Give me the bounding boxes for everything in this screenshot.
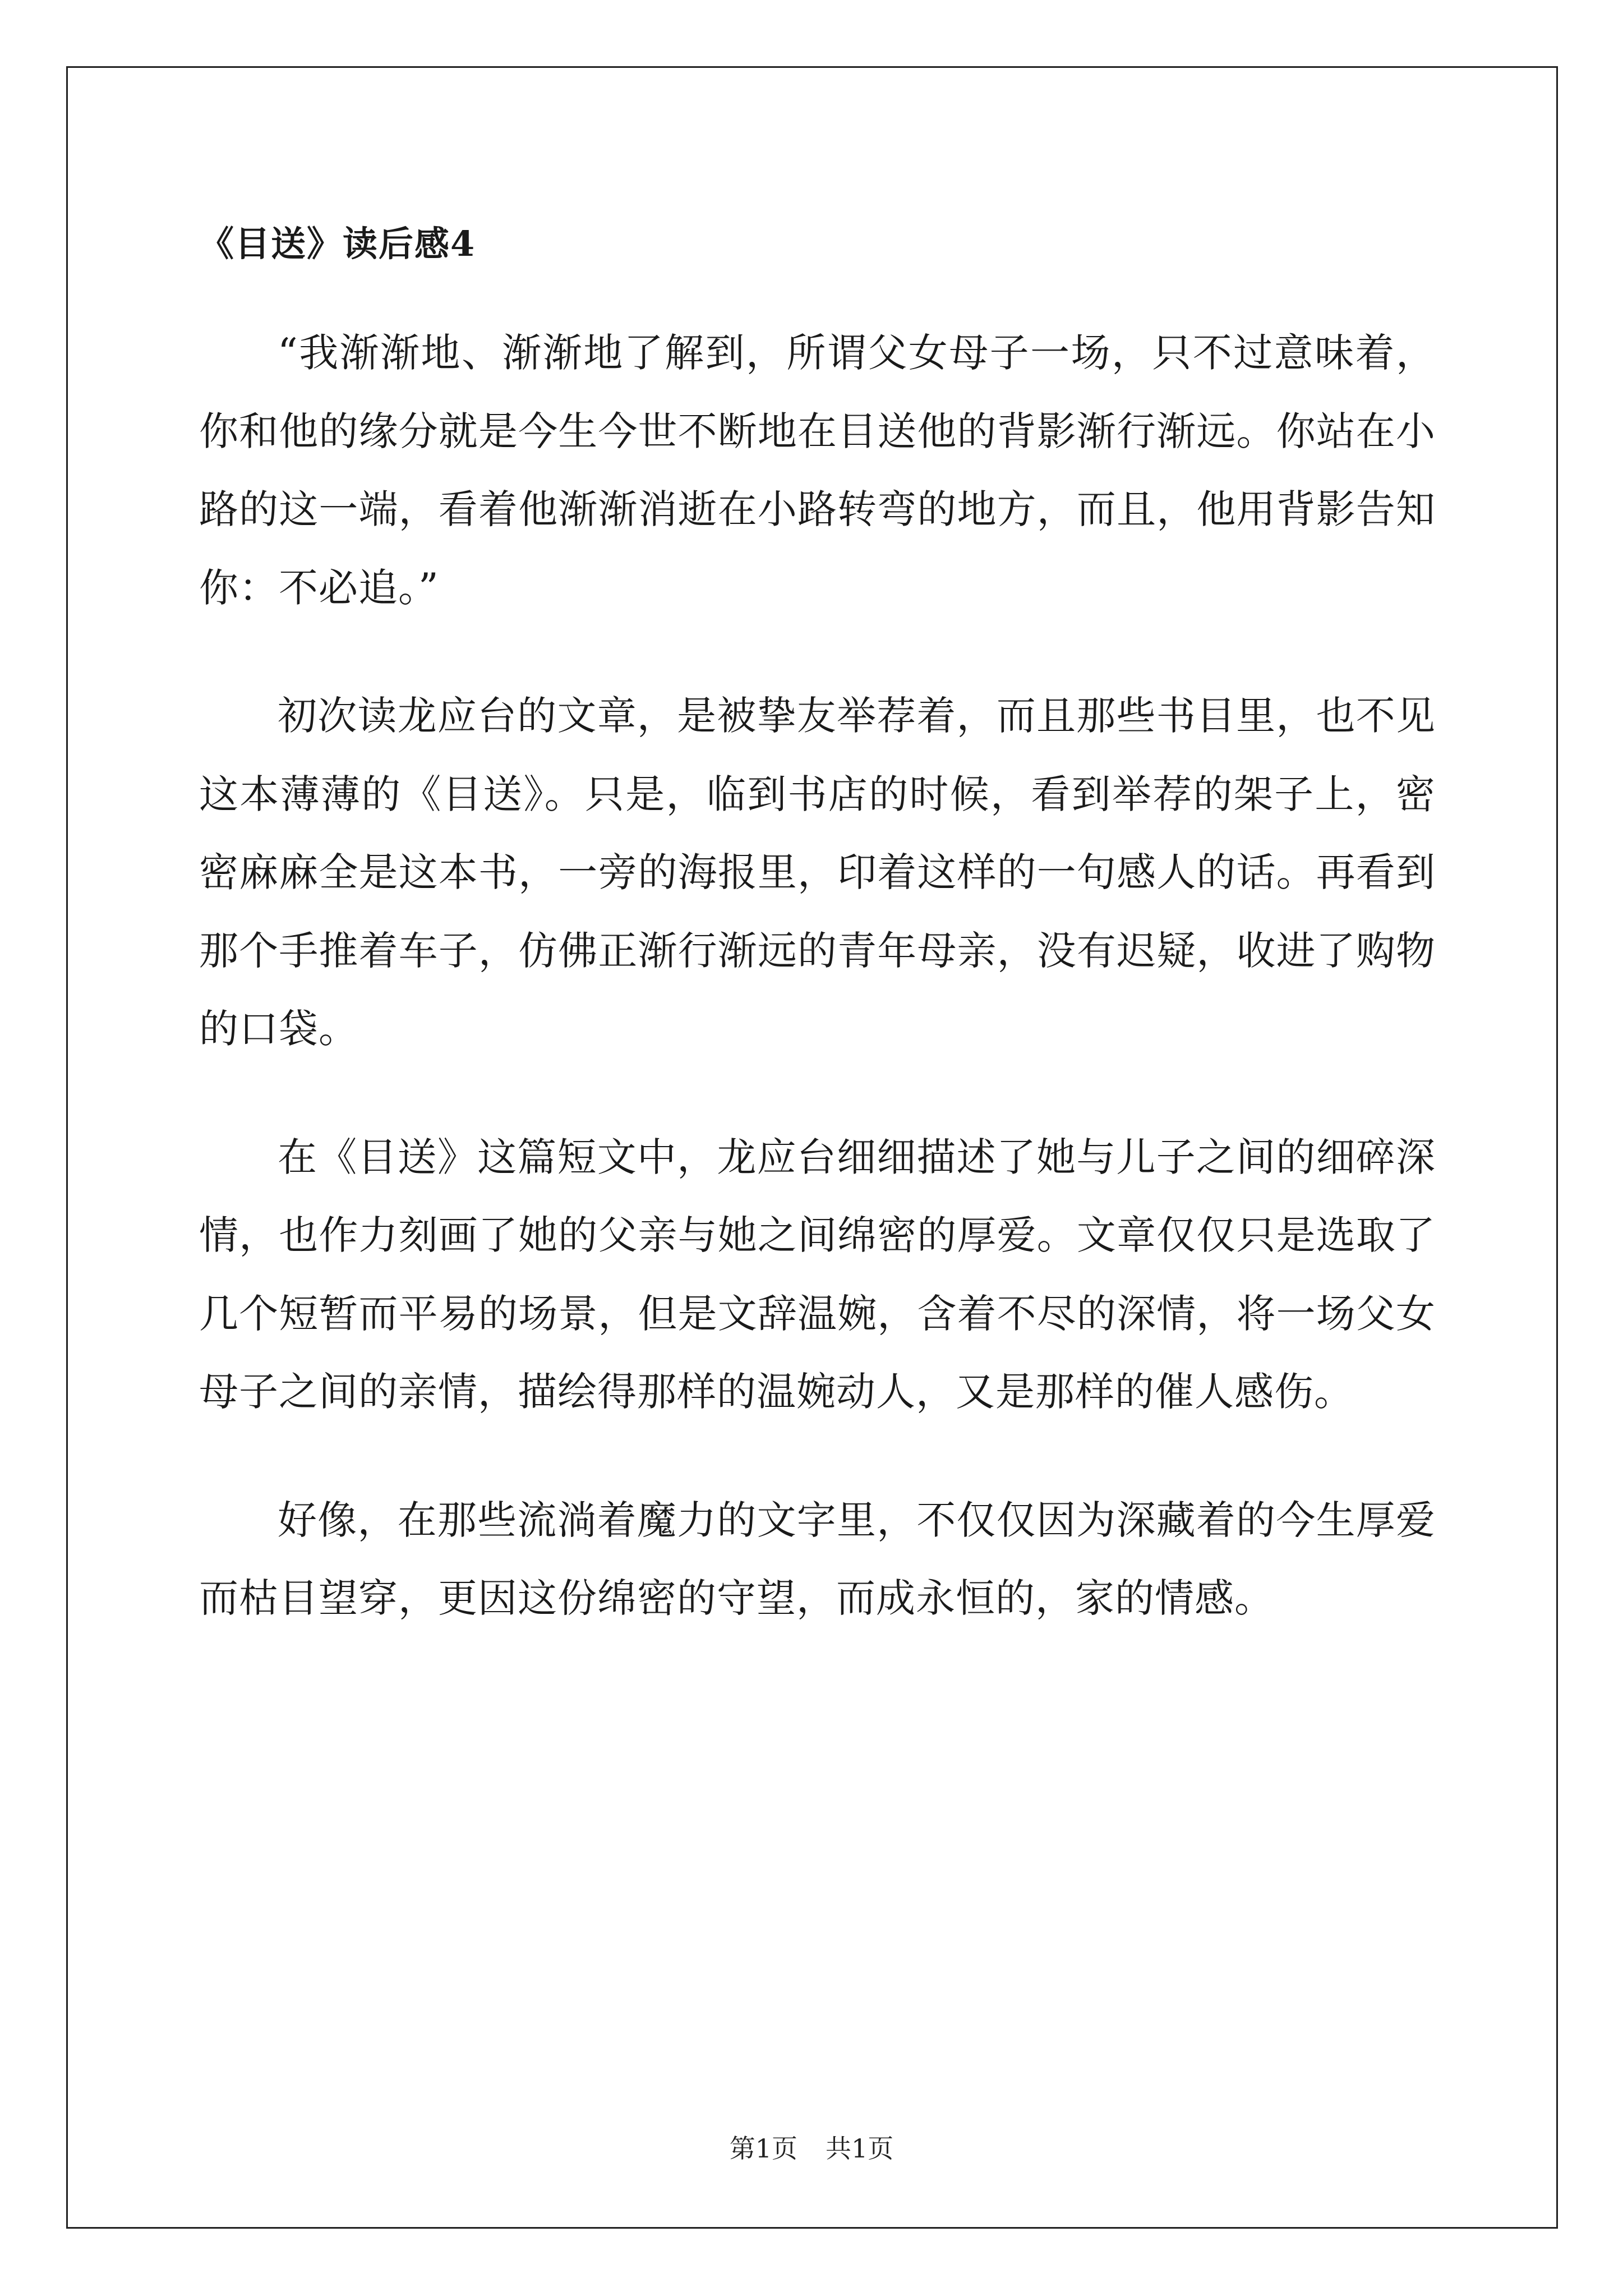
document-title: 《目送》读后感4	[199, 223, 476, 264]
paragraph-conclusion: 好像，在那些流淌着魔力的文字里，不仅仅因为深藏着的今生厚爱而枯目望穿，更因这份绵密的守望，而成永恒的，家的情感。	[199, 1497, 1436, 1621]
paragraph-essay-summary: 在《目送》这篇短文中，龙应台细细描述了她与儿子之间的细碎深情，也作力刻画了她的父亲与她之间绵密的厚爱。文章仅仅只是选取了几个短暂而平易的场景，但是文辞温婉，含着不尽的深情，将一场父女母子之间的亲情，描绘得那样的温婉动人，又是那样的催人感伤。	[199, 1134, 1436, 1415]
page-number-total: 共1页	[826, 2133, 894, 2164]
document-body	[199, 222, 1436, 1638]
page-number-current: 第1页	[729, 2133, 797, 2164]
paragraph-quote: “我渐渐地、渐渐地了解到，所谓父女母子一场，只不过意味着，你和他的缘分就是今生今世不断地在目送他的背影渐行渐远。你站在小路的这一端，看着他渐渐消逝在小路转弯的地方，而且，他用背影告知你：不必追。”	[199, 330, 1436, 611]
paragraph-first-reading: 初次读龙应台的文章，是被挚友举荐着，而且那些书目里，也不见这本薄薄的《目送》。只是，临到书店的时候，看到举荐的架子上，密密麻麻全是这本书，一旁的海报里，印着这样的一句感人的话。再看到那个手推着车子，仿佛正渐行渐远的青年母亲，没有迟疑，收进了购物的口袋。	[199, 693, 1436, 1052]
page-footer	[0, 2132, 1623, 2165]
